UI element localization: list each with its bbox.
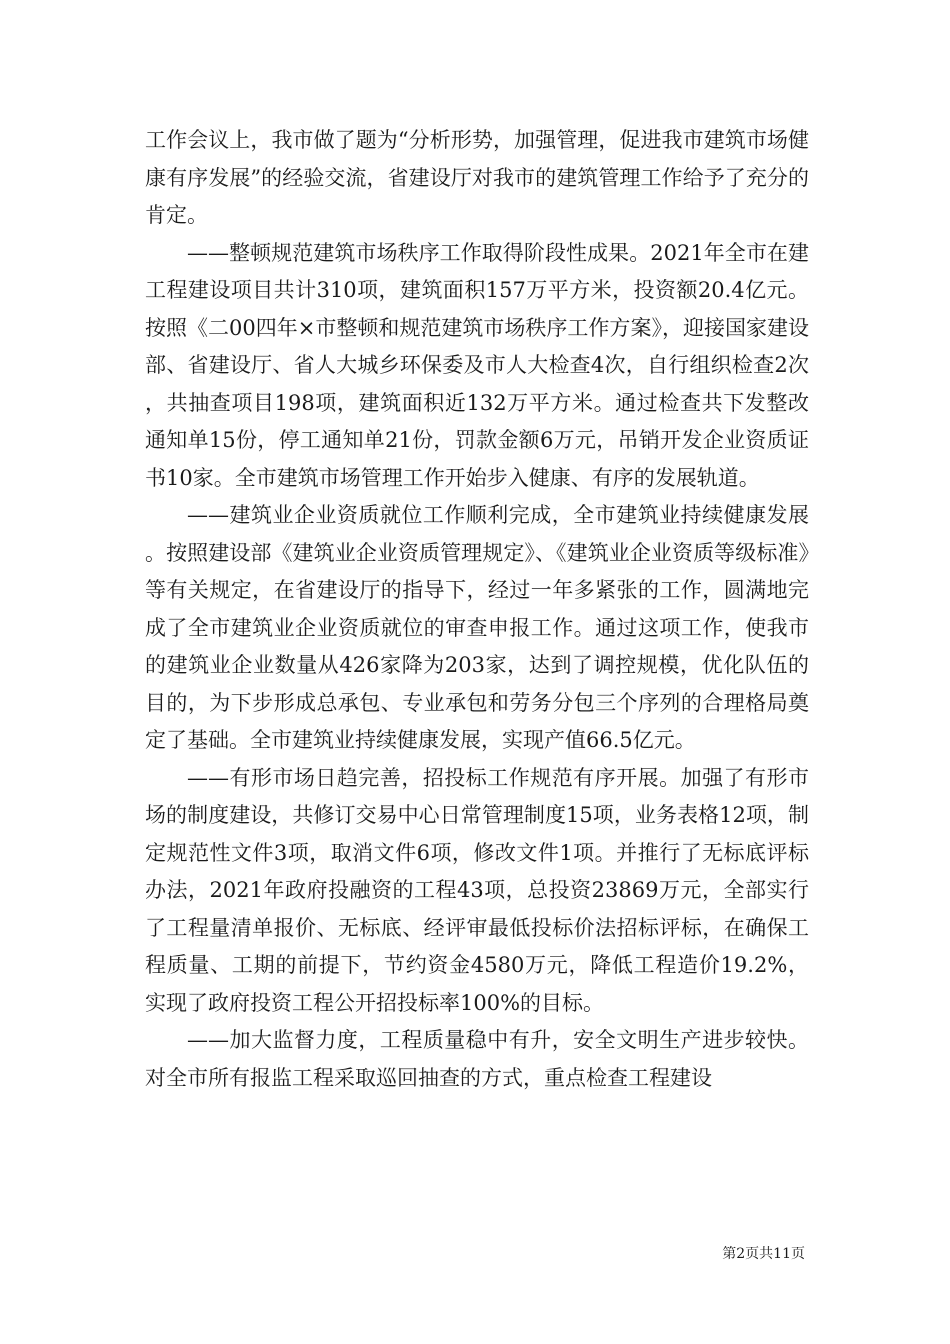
paragraph-3: ——建筑业企业资质就位工作顺利完成，全市建筑业持续健康发展。按照建设部《建筑业企业资质管理规定》、《建筑业企业资质等级标准》等有关规定，在省建设厅的指导下，经过一年多紧张的工作，圆满地完成了全市建筑业企业资质就位的审查申报工作。通过这项工作，使我市的建筑业企业数量从426家降为203家，达到了调控规模，优化队伍的目的，为下步形成总承包、专业承包和劳务分包三个序列的合理格局奠定了基础。全市建筑业持续健康发展，实现产值66.5亿元。 — [145, 503, 809, 752]
paragraph-4: ——有形市场日趋完善，招投标工作规范有序开展。加强了有形市场的制度建设，共修订交易中心日常管理制度15项，业务表格12项，制定规范性文件3项，取消文件6项，修改文件1项。并推行了无标底评标办法，2021年政府投融资的工程43项，总投资23869万元，全部实行了工程量清单报价、无标底、经评审最低投标价法招标评标，在确保工程质量、工期的前提下，节约资金4580万元，降低工程造价19.2%，实现了政府投资工程公开招投标率100%的目标。 — [145, 765, 809, 1015]
document-body — [145, 122, 809, 1097]
paragraph-1: 工作会议上，我市做了题为“分析形势，加强管理，促进我市建筑市场健康有序发展”的经验交流，省建设厅对我市的建筑管理工作给予了充分的肯定。 — [145, 128, 809, 227]
paragraph-5: ——加大监督力度，工程质量稳中有升，安全文明生产进步较快。对全市所有报监工程采取巡回抽查的方式，重点检查工程建设 — [145, 1028, 809, 1090]
page-number-footer: 第2页共11页 — [722, 1246, 805, 1262]
paragraph-2: ——整顿规范建筑市场秩序工作取得阶段性成果。2021年全市在建工程建设项目共计310项，建筑面积157万平方米，投资额20.4亿元。按照《二00四年×市整顿和规范建筑市场秩序工作方案》，迎接国家建设部、省建设厅、省人大城乡环保委及市人大检查4次，自行组织检查2次，共抽查项目198项，建筑面积近132万平方米。通过检查共下发整改通知单15份，停工通知单21份，罚款金额6万元，吊销开发企业资质证书10家。全市建筑市场管理工作开始步入健康、有序的发展轨道。 — [145, 240, 809, 490]
